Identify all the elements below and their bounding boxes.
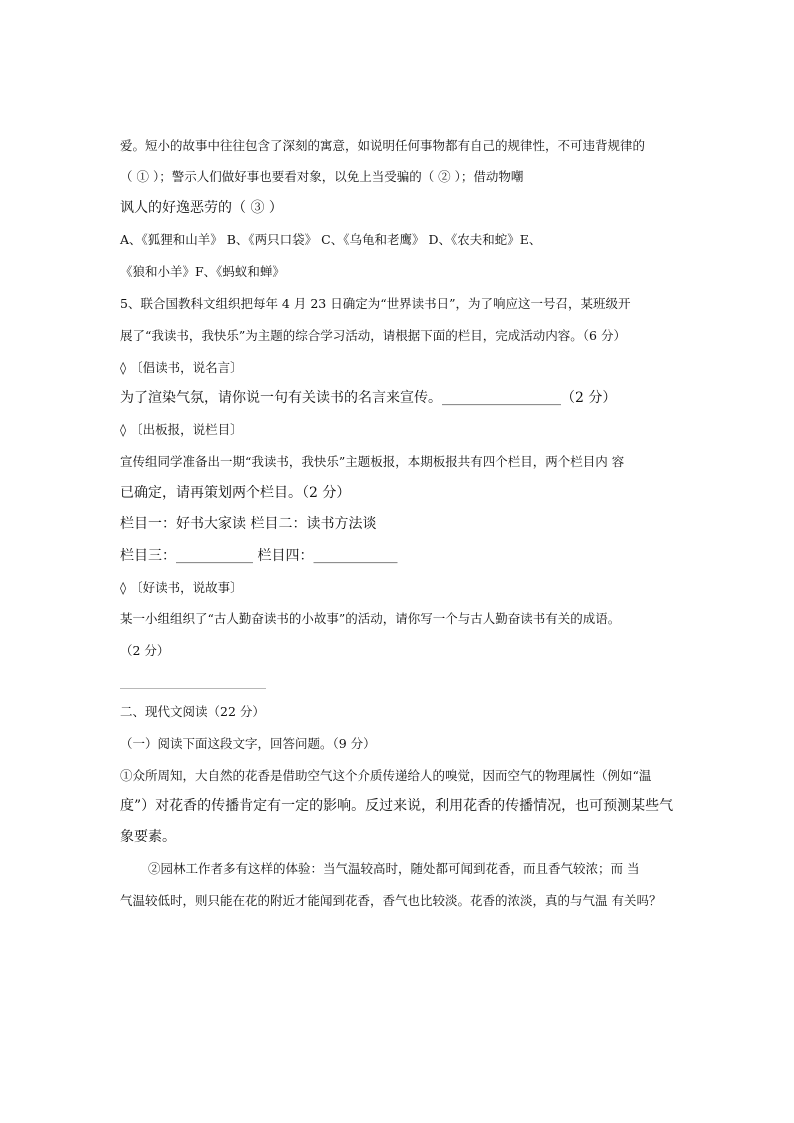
section-heading: ◊ 〔出板报，说栏目〕 <box>120 422 243 437</box>
passage-line: 象要素。 <box>120 829 176 845</box>
passage-line: 度”）对花香的传播肯定有一定的影响。反过来说，利用花香的传播情况，也可预测某些气 <box>120 798 674 814</box>
passage-line: ①众所周知，大自然的花香是借助空气这个介质传递给人的嗅觉，因而空气的物理属性（例如“温 <box>120 768 652 783</box>
passage-heading: （一）阅读下面这段文字，回答问题。（9 分） <box>120 736 376 751</box>
points-note: （2 分） <box>120 643 170 658</box>
passage-line: ②园林工作者多有这样的体验：当气温较高时，随处都可闻到花香，而且香气较浓；而 当 <box>148 861 640 876</box>
section-heading: ◊ 〔倡读书，说名言〕 <box>120 360 243 375</box>
paragraph-line: 某一小组组织了“古人勤奋读书的小故事”的活动，请你写一个与古人勤奋读书有关的成语。 <box>120 611 621 626</box>
paragraph-line: 讽人的好逸恶劳的（ ③ ） <box>120 200 283 216</box>
paragraph-line: 为了渲染气氛，请你说一句有关读书的名言来宣传。_________________（2 分） <box>120 390 617 406</box>
question-5-stem: 展了“我读书，我快乐”为主题的综合学习活动，请根据下面的栏目，完成活动内容。（6 分） <box>120 328 626 343</box>
section-heading: ◊ 〔好读书，说故事〕 <box>120 580 243 595</box>
question-5-stem: 5、联合国教科文组织把每年 4 月 23 日确定为“世界读书日”，为了响应这一号召，某班级开 <box>120 296 631 311</box>
paragraph-line: （ ① ）；警示人们做好事也要看对象，以免上当受骗的（ ② ）；借动物嘲 <box>120 169 524 184</box>
paragraph-line: 爱。短小的故事中往往包含了深刻的寓意，如说明任何事物都有自己的规律性，不可违背规律的 <box>120 138 646 153</box>
part-heading: 二、现代文阅读（22 分） <box>120 704 265 719</box>
option-line: 《狼和小羊》F、《蚂蚁和蝉》 <box>120 264 285 279</box>
passage-line: 气温较低时，则只能在花的附近才能闻到花香，香气也比较淡。花香的浓淡，真的与气温 有关吗？ <box>120 893 662 908</box>
paragraph-line: 已确定，请再策划两个栏目。（2 分） <box>120 485 351 501</box>
column-list: 栏目一：好书大家读 栏目二：读书方法谈 <box>120 516 377 532</box>
paragraph-line: 宣传组同学准备出一期“我读书，我快乐”主题板报，本期板报共有四个栏目，两个栏目内 容 <box>120 454 625 469</box>
column-list: 栏目三：___________ 栏目四：____________ <box>120 548 398 564</box>
option-line: A、《狐狸和山羊》 B、《两只口袋》 C、《乌龟和老鹰》 D、《农夫和蛇》E、 <box>120 232 542 247</box>
divider <box>120 688 266 689</box>
